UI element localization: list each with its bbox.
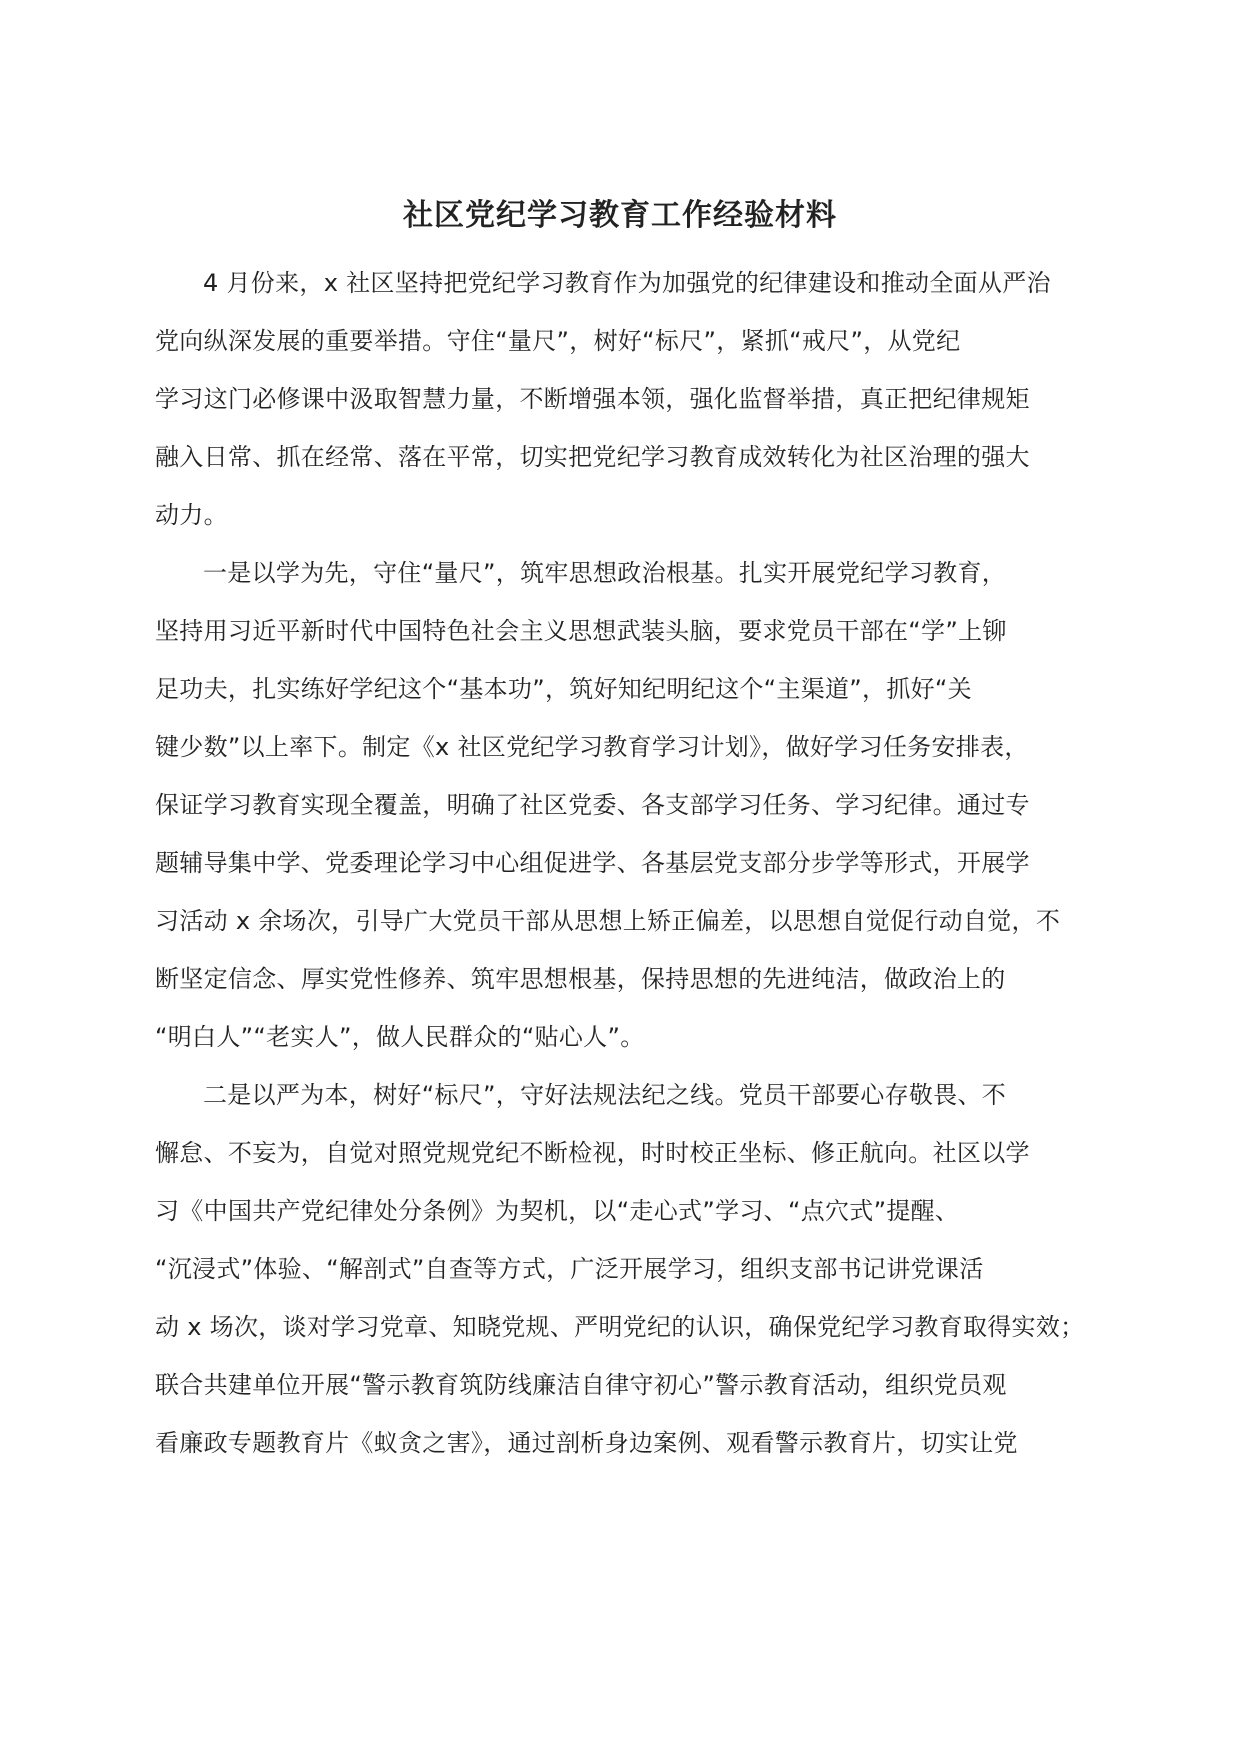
text-line: “沉浸式”体验、“解剖式”自查等方式，广泛开展学习，组织支部书记讲党课活 [155, 1255, 984, 1283]
text-line: 看廉政专题教育片《蚁贪之害》，通过剖析身边案例、观看警示教育片，切实让党 [155, 1429, 1018, 1457]
text-line: 断坚定信念、厚实党性修养、筑牢思想根基，保持思想的先进纯洁，做政治上的 [155, 965, 1006, 993]
text-line: 保证学习教育实现全覆盖，明确了社区党委、各支部学习任务、学习纪律。通过专 [155, 791, 1030, 819]
text-line: 懈怠、不妄为，自觉对照党规党纪不断检视，时时校正坐标、修正航向。社区以学 [155, 1139, 1030, 1167]
text-line: 习《中国共产党纪律处分条例》为契机，以“走心式”学习、“点穴式”提醒、 [155, 1197, 960, 1225]
text-line: 联合共建单位开展“警示教育筑防线廉洁自律守初心”警示教育活动，组织党员观 [155, 1371, 1007, 1399]
paragraph-one [155, 544, 1085, 1066]
text-line: 动 x 场次，谈对学习党章、知晓党规、严明党纪的认识，确保党纪学习教育取得实效； [155, 1313, 1085, 1341]
text-line: 动力。 [155, 501, 228, 529]
text-line: 足功夫，扎实练好学纪这个“基本功”，筑好知纪明纪这个“主渠道”，抓好“关 [155, 675, 972, 703]
document-body [155, 254, 1085, 1472]
text-line: 题辅导集中学、党委理论学习中心组促进学、各基层党支部分步学等形式，开展学 [155, 849, 1030, 877]
document-title: 社区党纪学习教育工作经验材料 [403, 198, 837, 233]
paragraph-two [155, 1066, 1085, 1472]
text-line: “明白人”“老实人”，做人民群众的“贴心人”。 [155, 1023, 645, 1051]
paragraph-intro [155, 254, 1085, 544]
text-line: 习活动 x 余场次，引导广大党员干部从思想上矫正偏差，以思想自觉促行动自觉，不 [155, 907, 1061, 935]
text-line: 4 月份来，x 社区坚持把党纪学习教育作为加强党的纪律建设和推动全面从严治 [203, 269, 1051, 297]
text-line: 党向纵深发展的重要举措。守住“量尺”，树好“标尺”，紧抓“戒尺”，从党纪 [155, 327, 961, 355]
text-line: 坚持用习近平新时代中国特色社会主义思想武装头脑，要求党员干部在“学”上铆 [155, 617, 1007, 645]
text-line: 融入日常、抓在经常、落在平常，切实把党纪学习教育成效转化为社区治理的强大 [155, 443, 1030, 471]
text-line: 一是以学为先，守住“量尺”，筑牢思想政治根基。扎实开展党纪学习教育， [203, 559, 1007, 587]
text-line: 二是以严为本，树好“标尺”，守好法规法纪之线。党员干部要心存敬畏、不 [203, 1081, 1007, 1109]
text-line: 学习这门必修课中汲取智慧力量，不断增强本领，强化监督举措，真正把纪律规矩 [155, 385, 1030, 413]
text-line: 键少数”以上率下。制定《x 社区党纪学习教育学习计划》，做好学习任务安排表， [155, 733, 1029, 761]
